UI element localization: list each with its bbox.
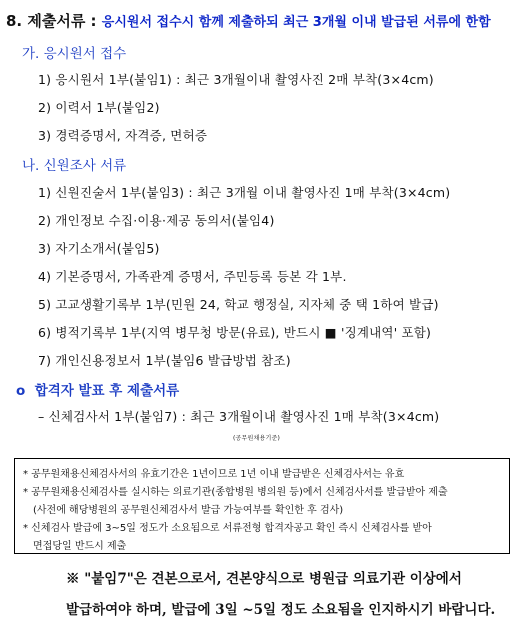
list-item: 2) 개인정보 수집·이용·제공 동의서(붙임4) (38, 213, 275, 228)
subsection-post-pass (16, 379, 179, 399)
list-item: 7) 개인신용정보서 1부(붙임6 발급방법 참조) (38, 353, 291, 368)
note-line: * 신체검사 발급에 3~5일 정도가 소요됨으로 서류전형 합격자공고 확인 즉시 신체검사를 받아 (23, 523, 432, 534)
list-item: 4) 기본증명서, 가족관계 증명서, 주민등록 등본 각 1부. (38, 269, 347, 284)
bullet-marker: o (16, 383, 26, 399)
subsection-label: 합격자 발표 후 제출서류 (34, 383, 180, 399)
list-item: 3) 자기소개서(붙임5) (38, 241, 160, 256)
list-item: 6) 병적기록부 1부(지역 병무청 방문(유료), 반드시 ■ '징계내역' 포함) (38, 325, 432, 340)
section-number: 8. (6, 12, 23, 30)
footer-note-line-2: 발급하여야 하며, 발급에 3일 ~5일 정도 소요됨을 인지하시기 바랍니다. (66, 602, 496, 618)
list-item: 2) 이력서 1부(붙임2) (38, 100, 160, 115)
list-item: 1) 응시원서 1부(붙임1) : 최근 3개월이내 촬영사진 2매 부착(3×4cm) (38, 72, 434, 87)
section-title: 제출서류 : (27, 12, 97, 30)
list-item: 5) 고교생활기록부 1부(민원 24, 학교 행정실, 지자체 중 택 1하여 발급) (38, 297, 439, 312)
note-line: * 공무원채용신체검사를 실시하는 의료기관(종합병원 병의원 등)에서 신체검사서를 발급받아 제출 (23, 487, 448, 498)
note-line: * 공무원채용신체검사서의 유효기간은 1년이므로 1년 이내 발급받은 신체검사서는 유효 (23, 469, 405, 480)
list-item: 1) 신원진술서 1부(붙임3) : 최근 3개월 이내 촬영사진 1매 부착(3×4cm) (38, 185, 451, 200)
list-item-sub: (공무원채용기준) (232, 435, 281, 442)
header-note: 응시원서 접수시 함께 제출하되 최근 3개월 이내 발급된 서류에 한함 (101, 15, 491, 30)
note-line: 면접당일 반드시 제출 (33, 541, 127, 552)
subsection-application: 가. 응시원서 접수 (22, 46, 127, 62)
list-item: 3) 경력증명서, 자격증, 면허증 (38, 128, 208, 143)
note-line: (사전에 해당병원의 공무원신체검사서 발급 가능여부를 확인한 후 검사) (33, 505, 344, 516)
list-item: – 신체검사서 1부(붙임7) : 최근 3개월이내 촬영사진 1매 부착(3×4cm) (38, 409, 440, 424)
footer-note-line-1: ※ "붙임7"은 견본으로서, 견본양식으로 병원급 의료기관 이상에서 (66, 571, 462, 587)
subsection-background-check: 나. 신원조사 서류 (22, 158, 127, 174)
notes-box (14, 458, 510, 554)
section-header (6, 10, 491, 31)
